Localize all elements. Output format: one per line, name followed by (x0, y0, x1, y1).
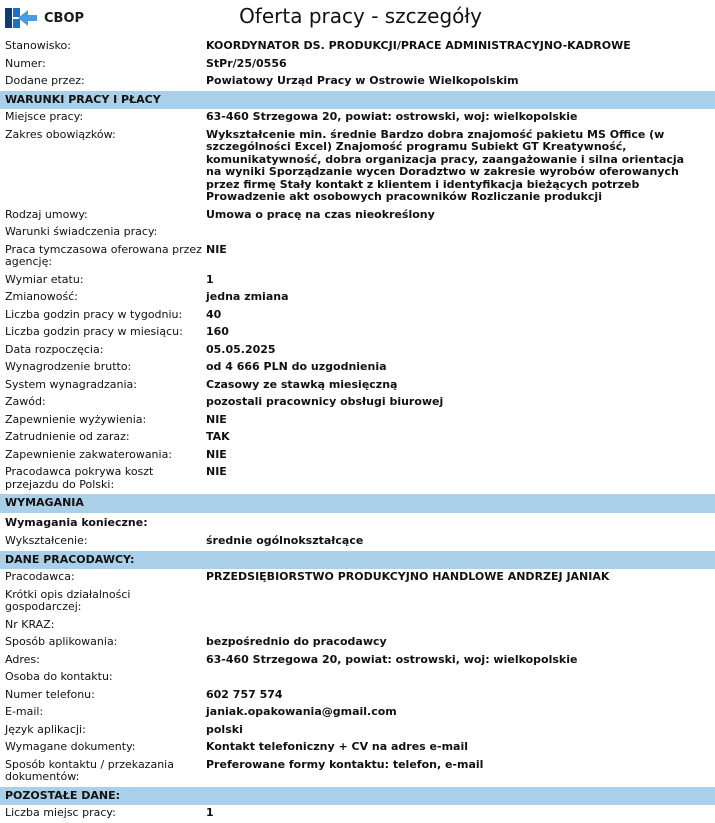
detail-value: 1 (206, 806, 214, 819)
detail-row (0, 533, 715, 551)
detail-value: Wykształcenie min. średnie Bardzo dobra znajomość pakietu MS Office (w szczególności Excel) Znajomość programu Subiekt GT Kreatywność, komunikatywność, dobra organizacja pracy, zaangażowanie i silna orientacja na wyniki Sporządzanie wycen Doradztwo w zakresie wyrobów oferowanych przez firmę Stały kontakt z klientem i identyfikacja bieżących potrzeb Prowadzenie akt osobowych pracowników Rozliczanie produkcji (206, 127, 685, 203)
detail-value (205, 617, 715, 635)
detail-label: Zapewnienie zakwaterowania: (5, 447, 173, 461)
detail-label: Język aplikacji: (5, 722, 86, 736)
subsection-header (0, 513, 715, 534)
detail-row (0, 757, 715, 787)
detail-row (0, 324, 715, 342)
detail-row (0, 289, 715, 307)
detail-row (0, 307, 715, 325)
detail-row (0, 569, 715, 587)
detail-value: polski (206, 722, 243, 736)
detail-row (0, 704, 715, 722)
detail-label: Adres: (5, 652, 40, 666)
detail-value (205, 224, 715, 242)
offer-details-table (0, 38, 715, 823)
detail-row (0, 652, 715, 670)
section-header-warunki (0, 91, 715, 110)
detail-label: Zapewnienie wyżywienia: (5, 412, 147, 426)
detail-label: System wynagradzania: (5, 377, 137, 391)
detail-value: 63-460 Strzegowa 20, powiat: ostrowski, woj: wielkopolskie (206, 652, 578, 666)
section-header-pozostale (0, 787, 715, 806)
detail-row (0, 617, 715, 635)
detail-value: 160 (206, 325, 229, 338)
detail-row (0, 207, 715, 225)
subsection-title: Wymagania konieczne: (5, 515, 148, 529)
detail-row (0, 127, 715, 207)
detail-row (0, 38, 715, 56)
section-title: DANE PRACODAWCY: (0, 551, 715, 570)
detail-label: Wymagane dokumenty: (5, 740, 136, 753)
detail-row (0, 739, 715, 757)
detail-row (0, 272, 715, 290)
detail-label: E-mail: (5, 705, 44, 718)
detail-label: Dodane przez: (5, 74, 85, 87)
detail-label: Osoba do kontaktu: (5, 670, 113, 683)
detail-row (0, 394, 715, 412)
detail-value: Powiatowy Urząd Pracy w Ostrowie Wielkopolskim (206, 74, 519, 87)
detail-row (0, 587, 715, 617)
detail-value: KOORDYNATOR DS. PRODUKCJI/PRACE ADMINISTRACYJNO-KADROWE (206, 39, 631, 52)
detail-row (0, 109, 715, 127)
detail-label: Warunki świadczenia pracy: (5, 225, 158, 238)
detail-row (0, 73, 715, 91)
detail-label: Zmianowość: (5, 290, 78, 303)
detail-value: NIE (206, 242, 227, 256)
detail-label: Zatrudnienie od zaraz: (5, 430, 130, 443)
detail-value: StPr/25/0556 (206, 56, 287, 70)
detail-row (0, 464, 715, 494)
detail-row (0, 224, 715, 242)
detail-label: Wymiar etatu: (5, 272, 84, 286)
detail-value: janiak.opakowania@gmail.com (206, 705, 397, 718)
detail-value: TAK (206, 430, 230, 443)
detail-value: NIE (206, 465, 227, 478)
detail-value: 1 (206, 272, 214, 286)
detail-label: Miejsce pracy: (5, 110, 84, 123)
detail-value: Preferowane formy kontaktu: telefon, e-mail (206, 757, 484, 771)
detail-value: 63-460 Strzegowa 20, powiat: ostrowski, woj: wielkopolskie (206, 110, 578, 123)
detail-label: Sposób kontaktu / przekazania dokumentów: (5, 757, 174, 783)
detail-label: Liczba godzin pracy w tygodniu: (5, 307, 183, 321)
detail-label: Liczba miejsc pracy: (5, 806, 116, 819)
detail-label: Numer: (5, 56, 46, 70)
detail-label: Liczba godzin pracy w miesiącu: (5, 325, 183, 338)
detail-row (0, 429, 715, 447)
detail-value: pozostali pracownicy obsługi biurowej (206, 395, 444, 408)
detail-label: Praca tymczasowa oferowana przez agencję: (5, 242, 202, 268)
detail-row (0, 634, 715, 652)
detail-row (0, 56, 715, 74)
section-title: WYMAGANIA (0, 494, 715, 513)
detail-value: średnie ogólnokształcące (206, 534, 364, 547)
detail-label: Wykształcenie: (5, 534, 88, 547)
section-header-wymagania (0, 494, 715, 513)
detail-value: 602 757 574 (206, 687, 283, 701)
detail-row (0, 377, 715, 395)
detail-label: Wynagrodzenie brutto: (5, 360, 132, 373)
section-header-pracodawca (0, 551, 715, 570)
section-title: WARUNKI PRACY I PŁACY (0, 91, 715, 110)
detail-value: 05.05.2025 (206, 342, 276, 356)
detail-label: Zawód: (5, 395, 46, 408)
detail-value: bezpośrednio do pracodawcy (206, 635, 387, 648)
detail-row (0, 342, 715, 360)
section-title: POZOSTAŁE DANE: (0, 787, 715, 806)
detail-row (0, 412, 715, 430)
detail-label: Numer telefonu: (5, 687, 95, 701)
detail-row (0, 447, 715, 465)
detail-value: 40 (206, 307, 222, 321)
detail-row (0, 722, 715, 740)
detail-label: Stanowisko: (5, 39, 71, 52)
detail-label: Krótki opis działalności gospodarczej: (5, 587, 131, 613)
page-title: Oferta pracy - szczegóły (239, 4, 482, 28)
detail-row (0, 669, 715, 687)
detail-value: NIE (206, 447, 227, 461)
detail-row (0, 359, 715, 377)
detail-label: Zakres obowiązków: (5, 127, 116, 141)
detail-label: Pracodawca: (5, 570, 75, 583)
logo-text: CBOP (44, 10, 85, 26)
detail-value: jedna zmiana (206, 290, 289, 303)
detail-value: od 4 666 PLN do uzgodnienia (206, 360, 387, 373)
detail-value: NIE (206, 412, 227, 426)
detail-value: Kontakt telefoniczny + CV na adres e-mail (206, 740, 469, 753)
detail-label: Pracodawca pokrywa koszt przejazdu do Polski: (5, 465, 154, 491)
detail-label: Nr KRAZ: (5, 617, 55, 631)
detail-value: PRZEDSIĘBIORSTWO PRODUKCYJNO HANDLOWE ANDRZEJ JANIAK (206, 570, 610, 583)
page-header (0, 0, 715, 38)
detail-label: Rodzaj umowy: (5, 207, 88, 221)
detail-value (205, 587, 715, 617)
detail-value: Czasowy ze stawką miesięczną (206, 377, 398, 391)
detail-label: Sposób aplikowania: (5, 635, 118, 648)
detail-value (205, 669, 715, 687)
detail-value: Umowa o pracę na czas nieokreślony (206, 207, 435, 221)
detail-row (0, 242, 715, 272)
detail-label: Data rozpoczęcia: (5, 342, 104, 356)
detail-row (0, 687, 715, 705)
